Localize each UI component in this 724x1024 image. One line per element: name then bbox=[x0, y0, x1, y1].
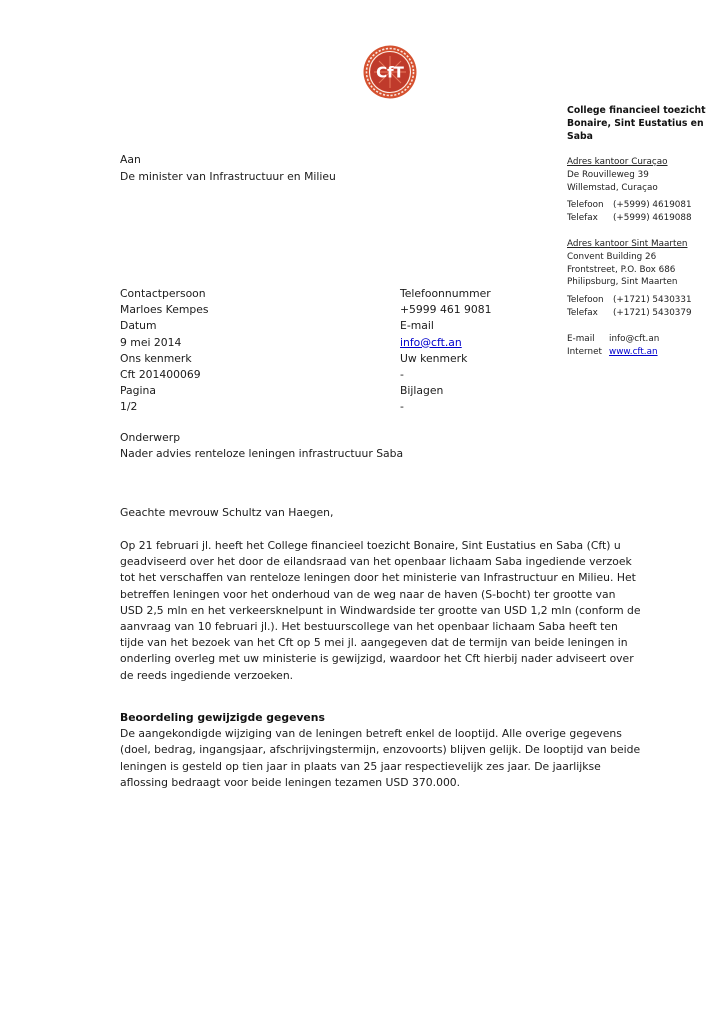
recipient-block bbox=[120, 151, 336, 185]
fax-value: (+5999) 4619088 bbox=[613, 213, 692, 224]
body-paragraph-2: De aangekondigde wijziging van de leningen betreft enkel de looptijd. Alle overige gegevens (doel, bedrag, ingangsjaar, afschrijvingstermijn, enzovoorts) blijven gelijk. De looptijd van beide leningen is gesteld op tien jaar in plaats van 25 jaar respectievelijk zes jaar. De jaarlijkse aflossing bedraagt voor beide leningen tezamen USD 370.000. bbox=[120, 727, 641, 789]
meta-column-right bbox=[400, 286, 620, 416]
internet-label: Internet bbox=[567, 346, 602, 357]
svg-text:CfT: CfT bbox=[376, 63, 404, 82]
salutation: Geachte mevrouw Schultz van Haegen, bbox=[120, 506, 334, 519]
office-sint-maarten-address-line: Frontstreet, P.O. Box 686 bbox=[567, 264, 676, 275]
subject-label: Onderwerp bbox=[120, 431, 181, 444]
fax-value: (+1721) 5430379 bbox=[613, 307, 692, 318]
office-sint-maarten-address-line: Philipsburg, Sint Maarten bbox=[567, 277, 678, 288]
recipient-label: Aan bbox=[120, 153, 141, 166]
meta-value-bijlagen: - bbox=[400, 400, 404, 414]
office-curacao-address-line: De Rouvilleweg 39 bbox=[567, 169, 649, 180]
website-link[interactable]: www.cft.an bbox=[609, 346, 658, 357]
meta-label-email: E-mail bbox=[400, 319, 434, 333]
cft-logo bbox=[362, 44, 418, 100]
phone-row bbox=[567, 212, 713, 225]
phone-value: (+1721) 5430331 bbox=[613, 295, 692, 306]
meta-value-telefoonnummer: +5999 461 9081 bbox=[400, 303, 492, 317]
subject-block bbox=[120, 430, 403, 462]
meta-label-telefoonnummer: Telefoonnummer bbox=[400, 287, 491, 300]
email-label: E-mail bbox=[567, 333, 595, 344]
meta-label-ons-kenmerk: Ons kenmerk bbox=[120, 351, 192, 365]
meta-column-left bbox=[120, 286, 390, 416]
fax-label: Telefax bbox=[567, 307, 598, 318]
body-paragraph-1: Op 21 februari jl. heeft het College financieel toezicht Bonaire, Sint Eustatius en Saba (Cft) u geadviseerd over het door de eilandsraad van het openbaar lichaam Saba ingediende verzoek tot het verschaffen van renteloze leningen door het ministerie van Infrastructuur en Milieu. Het betreffen leningen voor het onderhoud van de weg naar de haven (S-bocht) ter grootte van USD 2,5 mln en het verkeersknelpunt in Windwardside ter grootte van USD 1,2 mln (conform de aanvraag van 10 februari jl.). Het bestuurscollege van het openbaar lichaam Saba heeft ten tijde van het bezoek van het Cft op 5 mei jl. aangegeven dat de termijn van beide leningen in onderling overleg met uw ministerie is gewijzigd, waardoor het Cft hierbij nader adviseert over de reeds ingediende verzoeken. bbox=[120, 539, 641, 682]
office-curacao-phones bbox=[567, 199, 713, 225]
email-value: info@cft.an bbox=[609, 333, 660, 344]
cft-logo-icon bbox=[362, 44, 418, 100]
meta-value-datum: 9 mei 2014 bbox=[120, 335, 182, 349]
phone-label: Telefoon bbox=[567, 200, 604, 211]
section-beoordeling bbox=[120, 710, 641, 791]
phone-value: (+5999) 4619081 bbox=[613, 200, 692, 211]
org-name: College financieel toezicht Bonaire, Sint Eustatius en Saba bbox=[567, 105, 706, 142]
meta-label-contactpersoon: Contactpersoon bbox=[120, 287, 206, 300]
office-sint-maarten-address-line: Convent Building 26 bbox=[567, 251, 657, 262]
meta-value-uw-kenmerk: - bbox=[400, 368, 404, 382]
meta-value-email bbox=[400, 335, 620, 351]
subject-value: Nader advies renteloze leningen infrastructuur Saba bbox=[120, 447, 404, 461]
office-curacao-heading: Adres kantoor Curaçao bbox=[567, 157, 668, 167]
office-curacao-address-line: Willemstad, Curaçao bbox=[567, 182, 658, 193]
meta-value-pagina: 1/2 bbox=[120, 400, 138, 414]
recipient-name: De minister van Infrastructuur en Milieu bbox=[120, 170, 336, 183]
meta-label-datum: Datum bbox=[120, 319, 157, 333]
section-heading: Beoordeling gewijzigde gegevens bbox=[120, 711, 325, 724]
phone-label: Telefoon bbox=[567, 295, 604, 306]
office-sint-maarten-heading: Adres kantoor Sint Maarten bbox=[567, 238, 688, 249]
meta-value-contactpersoon: Marloes Kempes bbox=[120, 303, 209, 317]
meta-value-ons-kenmerk: Cft 201400069 bbox=[120, 368, 201, 382]
fax-label: Telefax bbox=[567, 213, 598, 224]
email-link[interactable]: info@cft.an bbox=[400, 335, 462, 349]
phone-row bbox=[567, 199, 713, 212]
office-curacao bbox=[567, 156, 713, 225]
meta-label-uw-kenmerk: Uw kenmerk bbox=[400, 351, 468, 365]
meta-label-pagina: Pagina bbox=[120, 384, 156, 398]
meta-label-bijlagen: Bijlagen bbox=[400, 384, 444, 398]
